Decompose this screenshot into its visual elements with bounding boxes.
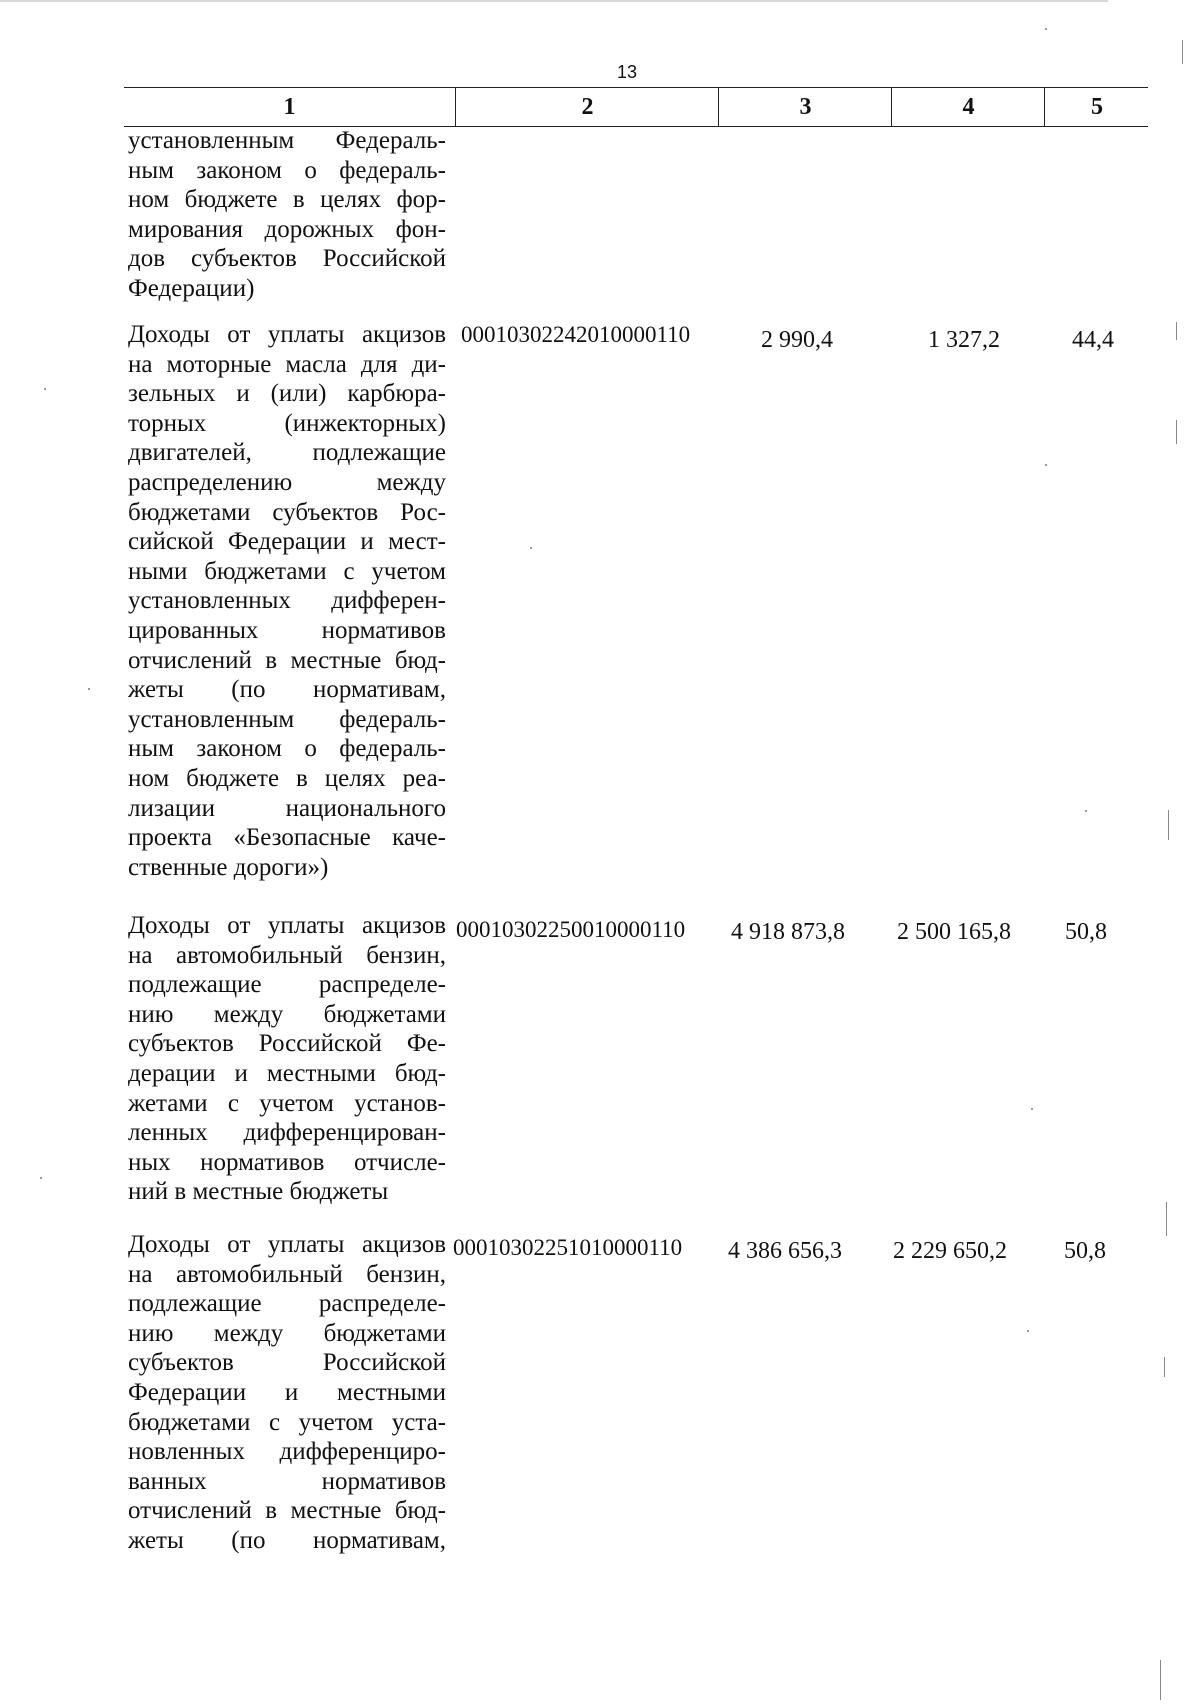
description-line: Доходы от уплаты акцизов [128, 912, 446, 939]
description-line: на моторные масла для ди- [128, 350, 446, 378]
description-line: мирования дорожных фон- [128, 215, 446, 243]
description-line: ным законом о федераль- [128, 156, 446, 184]
row-description [128, 1230, 446, 1556]
description-line: лизации национального [128, 794, 446, 822]
description-line: проекта «Безопасные каче- [128, 824, 446, 852]
header-col-2: 2 [455, 88, 719, 126]
budget-code: 00010302250010000110 [456, 917, 686, 942]
budget-code: 00010302251010000110 [453, 1235, 683, 1260]
value-col-5: 44,4 [1072, 327, 1114, 353]
value-col-5: 50,8 [1064, 1238, 1106, 1264]
row-description [128, 126, 446, 304]
description-line: установленным Федераль- [128, 127, 446, 154]
scan-speck [530, 547, 532, 549]
description-line: цированных нормативов [128, 616, 446, 644]
scan-speck [1085, 810, 1087, 812]
description-line: бюджетами субъектов Рос- [128, 498, 446, 526]
scan-edge-line [0, 0, 1108, 2]
description-line: дов субъектов Российской [128, 245, 446, 273]
description-line: установленных дифферен- [128, 587, 446, 615]
scan-speck [1045, 464, 1047, 466]
description-line: на автомобильный бензин, [128, 941, 446, 969]
description-line: нию между бюджетами [128, 1319, 446, 1347]
description-line: двигателей, подлежащие [128, 439, 446, 467]
value-col-3: 2 990,4 [761, 327, 833, 353]
header-col-3: 3 [718, 88, 892, 126]
description-line: подлежащие распределе- [128, 971, 446, 999]
value-col-4: 1 327,2 [928, 327, 1000, 353]
scan-speck [88, 688, 90, 690]
page-number-text: 13 [617, 62, 638, 82]
scan-speck [1031, 1108, 1033, 1110]
description-line: жетами с учетом установ- [128, 1089, 446, 1117]
value-col-5: 50,8 [1065, 919, 1107, 945]
header-col-5: 5 [1044, 88, 1149, 126]
value-col-3: 4 918 873,8 [731, 919, 845, 945]
description-line: ванных нормативов [128, 1467, 446, 1495]
description-line: субъектов Российской [128, 1349, 446, 1377]
row-description [128, 911, 446, 1207]
description-line: торных (инжекторных) [128, 409, 446, 437]
description-line: распределению между [128, 468, 446, 496]
description-line: зельных и (или) карбюра- [128, 380, 446, 408]
description-line: ном бюджете в целях фор- [128, 186, 446, 214]
scan-edge-mark [1164, 1357, 1165, 1377]
value-col-4: 2 500 165,8 [897, 919, 1011, 945]
value-col-4: 2 229 650,2 [893, 1238, 1007, 1264]
scan-edge-mark [1168, 810, 1169, 840]
description-line: жеты (по нормативам, [128, 676, 446, 704]
scan-speck [1027, 1330, 1029, 1332]
description-line: Доходы от уплаты акцизов [128, 1231, 446, 1258]
description-line: Федерации и местными [128, 1378, 446, 1406]
scan-edge-mark [1176, 420, 1177, 444]
scan-speck [1045, 28, 1047, 30]
description-line: ном бюджете в целях реа- [128, 764, 446, 792]
description-line: на автомобильный бензин, [128, 1260, 446, 1288]
description-line: подлежащие распределе- [128, 1290, 446, 1318]
description-line: сийской Федерации и мест- [128, 528, 446, 556]
scan-edge-mark [1166, 1202, 1167, 1236]
description-line: Доходы от уплаты акцизов [128, 321, 446, 348]
description-line: субъектов Российской Фе- [128, 1030, 446, 1058]
scan-speck [40, 1177, 42, 1179]
description-line: дерации и местными бюд- [128, 1059, 446, 1087]
table-header-row [124, 88, 1148, 127]
description-line: установленным федераль- [128, 705, 446, 733]
scan-edge-mark [1182, 40, 1183, 64]
description-line: новленных дифференциро- [128, 1438, 446, 1466]
description-line: отчислений в местные бюд- [128, 646, 446, 674]
description-line: ных нормативов отчисле- [128, 1148, 446, 1176]
header-col-4: 4 [891, 88, 1045, 126]
header-col-1: 1 [283, 94, 296, 120]
description-line: ными бюджетами с учетом [128, 557, 446, 585]
description-line: отчислений в местные бюд- [128, 1497, 446, 1525]
scan-speck [44, 388, 46, 390]
description-line: ным законом о федераль- [128, 735, 446, 763]
description-line: Федерации) [128, 274, 255, 302]
value-col-3: 4 386 656,3 [728, 1238, 842, 1264]
description-line: нию между бюджетами [128, 1000, 446, 1028]
description-line: ленных дифференцирован- [128, 1119, 446, 1147]
description-line: ний в местные бюджеты [128, 1178, 389, 1206]
scan-edge-mark [1176, 322, 1177, 340]
description-line: ственные дороги») [128, 853, 329, 881]
row-description [128, 320, 446, 882]
description-line: жеты (по нормативам, [128, 1526, 446, 1554]
description-line: бюджетами с учетом уста- [128, 1408, 446, 1436]
budget-code: 00010302242010000110 [461, 322, 691, 347]
scan-edge-mark [1160, 1660, 1161, 1700]
